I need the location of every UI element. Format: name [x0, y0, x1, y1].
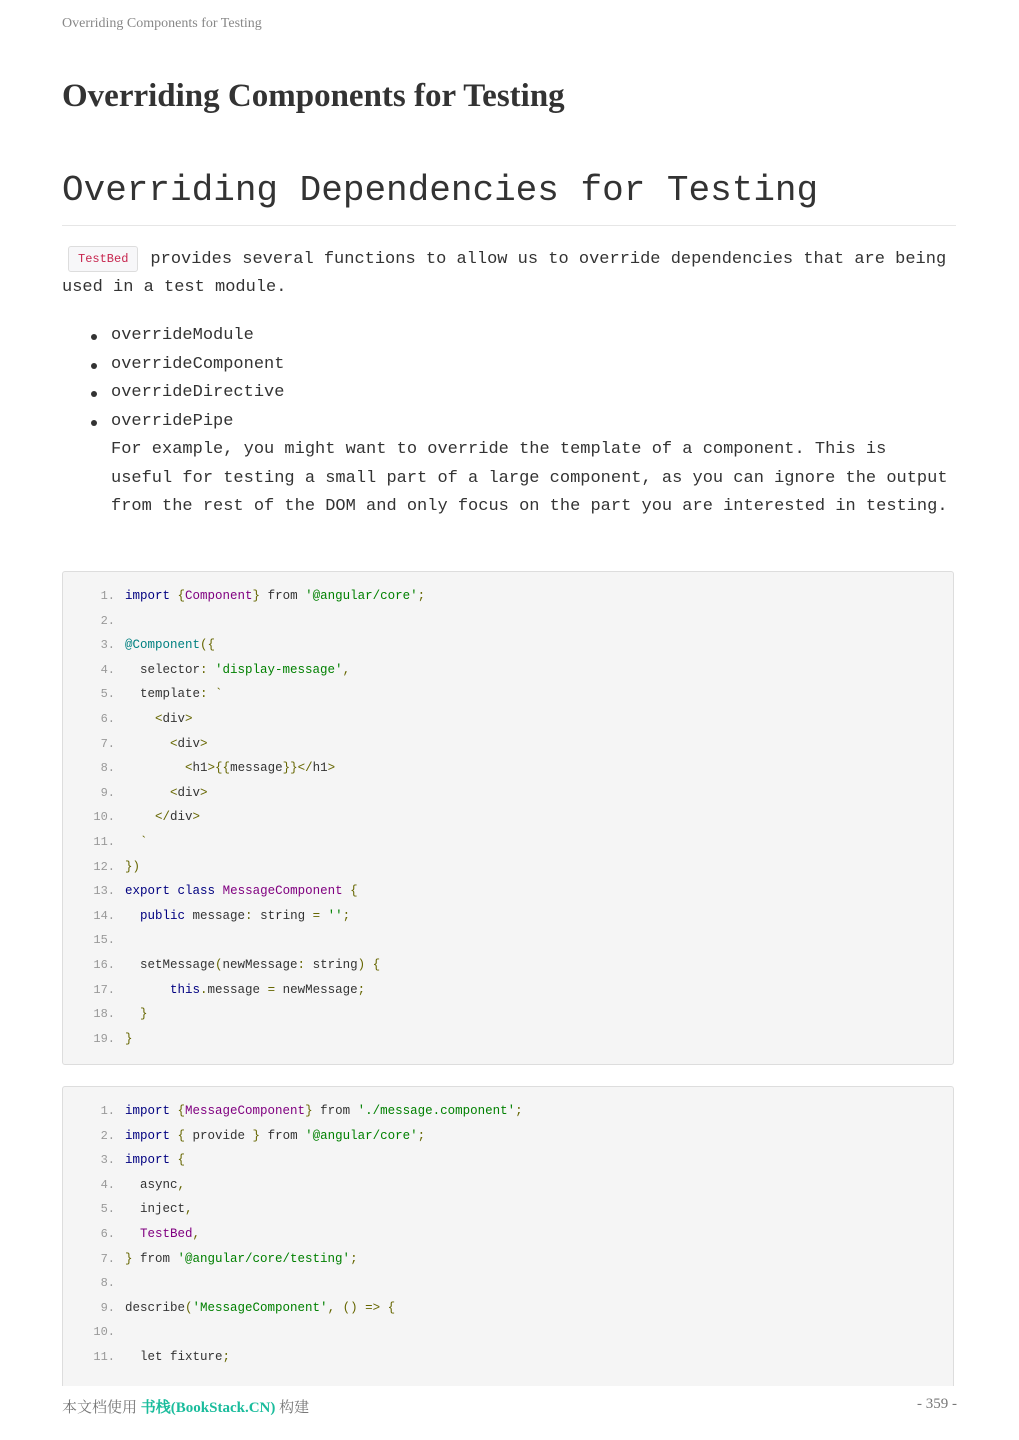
- code-line: [63, 1099, 953, 1124]
- code-token: let fixture: [125, 1349, 223, 1364]
- line-number: 3.: [100, 638, 115, 653]
- code-line: [63, 904, 953, 929]
- code-token: [125, 761, 185, 775]
- code-token: >: [185, 711, 193, 726]
- code-line: [63, 682, 953, 707]
- code-token: [125, 983, 170, 997]
- code-token: ,: [185, 1202, 193, 1217]
- code-token: message: [185, 908, 246, 923]
- code-token: message: [207, 982, 268, 997]
- code-token: (: [185, 1300, 193, 1315]
- line-number: 13.: [93, 884, 115, 899]
- line-number: 17.: [93, 982, 115, 997]
- code-token: h1: [192, 761, 208, 776]
- code-line: [63, 1173, 953, 1198]
- code-line: [63, 879, 953, 904]
- code-token: this: [170, 982, 201, 997]
- code-line: [63, 1345, 953, 1370]
- code-line: [63, 609, 953, 634]
- code-token: from: [260, 1128, 306, 1143]
- list-item: [111, 379, 951, 408]
- code-token: {: [170, 1128, 186, 1143]
- line-number: 19.: [93, 1031, 115, 1046]
- code-line: [63, 732, 953, 757]
- code-token: >: [200, 736, 208, 751]
- line-number: 9.: [100, 1300, 115, 1315]
- footer-suffix: 构建: [275, 1400, 310, 1416]
- code-token: [125, 909, 140, 923]
- code-token: }: [140, 1007, 148, 1022]
- line-number: 1.: [100, 1104, 115, 1118]
- code-line: [63, 1027, 953, 1052]
- code-token: div: [170, 810, 193, 825]
- line-number: 11.: [93, 834, 115, 849]
- code-line: [63, 855, 953, 880]
- code-token: (: [215, 957, 223, 972]
- code-line: [63, 830, 953, 855]
- code-token: provide: [185, 1128, 253, 1143]
- code-line: [63, 1320, 953, 1345]
- code-token: '': [327, 908, 343, 923]
- code-token: ,: [342, 662, 351, 677]
- code-token: inject: [125, 1202, 186, 1217]
- function-name: overrideModule: [111, 326, 254, 345]
- code-token: 'MessageComponent': [192, 1300, 328, 1315]
- code-token: }): [125, 859, 141, 874]
- code-line: [63, 928, 953, 953]
- code-token: ;: [417, 589, 426, 603]
- code-token: >: [327, 761, 336, 776]
- function-name: overrideComponent: [111, 354, 285, 374]
- code-line: [63, 1296, 953, 1321]
- code-token: , () => {: [327, 1300, 396, 1315]
- code-line: [63, 707, 953, 732]
- code-token: }}</: [282, 761, 313, 776]
- code-token: {: [170, 1153, 186, 1168]
- code-token: {: [170, 1104, 186, 1118]
- code-token: div: [177, 785, 201, 800]
- code-token: ;: [515, 1104, 523, 1118]
- code-token: class: [177, 884, 216, 899]
- code-token: [125, 1007, 140, 1021]
- code-token: TestBed: [140, 1226, 193, 1241]
- footer-credit: [62, 1396, 309, 1417]
- code-token: :: [297, 957, 313, 972]
- code-line: [63, 633, 953, 658]
- code-token: template: [125, 687, 201, 702]
- code-token: [125, 810, 155, 824]
- code-token: {: [342, 884, 358, 899]
- bullet-icon: [91, 420, 97, 426]
- code-token: selector: [125, 662, 201, 677]
- code-line: [63, 805, 953, 830]
- line-number: 1.: [100, 589, 115, 603]
- code-token: from: [312, 1104, 358, 1118]
- code-token: async: [125, 1177, 178, 1192]
- code-token: Component: [185, 589, 253, 603]
- code-token: {: [170, 589, 186, 603]
- line-number: 16.: [93, 957, 115, 972]
- code-token: }: [125, 1031, 133, 1046]
- code-token: describe: [125, 1300, 186, 1315]
- list-item: [111, 408, 951, 522]
- code-token: div: [162, 711, 186, 726]
- code-token: [125, 737, 170, 751]
- code-token: >{{: [207, 761, 231, 776]
- function-name: overrideDirective: [111, 383, 285, 402]
- footer-brand-link[interactable]: 书栈(BookStack.CN): [140, 1400, 276, 1416]
- code-token: <: [170, 785, 178, 800]
- code-token: import: [125, 1153, 171, 1168]
- list-item: [111, 351, 951, 380]
- line-number: 4.: [100, 662, 115, 677]
- code-token: MessageComponent: [185, 1104, 306, 1118]
- code-token: ;: [350, 1251, 358, 1266]
- bullet-icon: [91, 391, 97, 397]
- line-number: 12.: [93, 859, 115, 874]
- code-token: :: [200, 662, 216, 677]
- code-token: }: [252, 589, 261, 603]
- line-number: 2.: [100, 1128, 115, 1143]
- code-token: ,: [177, 1177, 186, 1192]
- line-number: 7.: [100, 736, 115, 751]
- code-token: }: [305, 1104, 313, 1118]
- code-line: [63, 1197, 953, 1222]
- code-token: >: [200, 785, 208, 800]
- line-number: 15.: [93, 933, 115, 948]
- code-line: [63, 978, 953, 1003]
- code-token: @Component: [125, 638, 201, 653]
- line-number: 4.: [100, 1177, 115, 1192]
- code-token: : `: [200, 687, 223, 702]
- code-block-test-spec[interactable]: [62, 1086, 954, 1386]
- code-line: [63, 756, 953, 781]
- code-line: [63, 781, 953, 806]
- code-token: ,: [192, 1226, 201, 1241]
- line-number: 8.: [100, 761, 115, 776]
- code-token: :: [245, 908, 261, 923]
- line-number: 8.: [100, 1276, 115, 1291]
- code-token: .: [200, 982, 208, 997]
- list-item: [111, 322, 951, 351]
- code-line: [63, 953, 953, 978]
- code-token: './message.component': [357, 1104, 516, 1118]
- footer-prefix: 本文档使用: [62, 1400, 141, 1416]
- code-token: [125, 835, 140, 849]
- code-token: newMessage: [275, 982, 358, 997]
- code-token: '@angular/core': [305, 1128, 418, 1143]
- line-number: 7.: [100, 1251, 115, 1266]
- code-token: `: [140, 834, 148, 849]
- function-list: [111, 322, 951, 522]
- code-block-message-component[interactable]: [62, 571, 954, 1065]
- code-token: <: [170, 736, 178, 751]
- code-token: [125, 1227, 140, 1241]
- line-number: 18.: [93, 1007, 115, 1022]
- section-title: Overriding Dependencies for Testing: [62, 170, 956, 226]
- code-line: [63, 1222, 953, 1247]
- intro-text: provides several functions to allow us to override dependencies that are being used in a test module.: [62, 250, 947, 297]
- code-token: setMessage: [125, 957, 216, 972]
- line-number: 6.: [100, 1226, 115, 1241]
- code-token: ;: [417, 1128, 426, 1143]
- code-token: import: [125, 1128, 171, 1143]
- code-token: [215, 884, 223, 898]
- code-token: message: [230, 761, 283, 776]
- code-line: [63, 1124, 953, 1149]
- function-name: overridePipe: [111, 411, 234, 431]
- code-token: [125, 786, 170, 800]
- bullet-icon: [91, 334, 97, 340]
- code-token: from: [132, 1251, 178, 1266]
- line-number: 11.: [93, 1349, 115, 1364]
- line-number: 10.: [93, 810, 115, 825]
- code-line: [63, 1002, 953, 1027]
- code-token: ({: [200, 638, 216, 653]
- line-number: 14.: [93, 908, 115, 923]
- code-token: ;: [342, 908, 351, 923]
- code-token: import: [125, 1104, 171, 1118]
- code-line: [63, 658, 953, 683]
- code-line: [63, 1247, 953, 1272]
- code-token: }: [252, 1128, 261, 1143]
- page-title: Overriding Components for Testing: [62, 78, 565, 114]
- code-token: ;: [222, 1349, 231, 1364]
- code-token: string: [312, 957, 358, 972]
- code-token: <: [155, 711, 163, 726]
- running-header: Overriding Components for Testing: [62, 16, 262, 31]
- line-number: 9.: [100, 785, 115, 800]
- code-token: </: [155, 810, 171, 825]
- code-token: from: [260, 589, 306, 603]
- code-token: MessageComponent: [222, 884, 343, 899]
- code-token: =: [312, 908, 328, 923]
- code-token: import: [125, 589, 171, 603]
- code-line: [63, 1148, 953, 1173]
- code-token: 'display-message': [215, 662, 343, 677]
- line-number: 10.: [93, 1325, 115, 1340]
- line-number: 3.: [100, 1153, 115, 1168]
- example-text: For example, you might want to override the template of a component. This is useful for testing a small part of a large component, as you can ignore the output from the rest of the DOM and only focus on the part you are interested in testing.: [111, 440, 948, 516]
- line-number: 5.: [100, 687, 115, 702]
- code-token: <: [185, 761, 193, 776]
- code-token: newMessage: [222, 957, 298, 972]
- intro-paragraph: [62, 246, 956, 302]
- line-number: 6.: [100, 711, 115, 726]
- code-token: [125, 712, 155, 726]
- page-number: - 359 -: [917, 1396, 957, 1412]
- code-line: [63, 1271, 953, 1296]
- code-token: h1: [312, 761, 328, 776]
- code-token: '@angular/core/testing': [177, 1251, 351, 1266]
- code-token: [170, 884, 178, 898]
- code-token: '@angular/core': [305, 589, 418, 603]
- code-token: public: [140, 908, 186, 923]
- line-number: 2.: [100, 613, 115, 628]
- inline-code-testbed: TestBed: [68, 246, 138, 272]
- code-token: div: [177, 736, 201, 751]
- bullet-icon: [91, 363, 97, 369]
- code-token: export: [125, 884, 171, 899]
- code-line: [63, 584, 953, 609]
- code-token: =: [267, 982, 276, 997]
- code-token: ;: [357, 982, 366, 997]
- line-number: 5.: [100, 1202, 115, 1217]
- code-token: string: [260, 908, 313, 923]
- code-token: ) {: [357, 957, 381, 972]
- code-token: }: [125, 1251, 133, 1266]
- code-token: >: [192, 810, 201, 825]
